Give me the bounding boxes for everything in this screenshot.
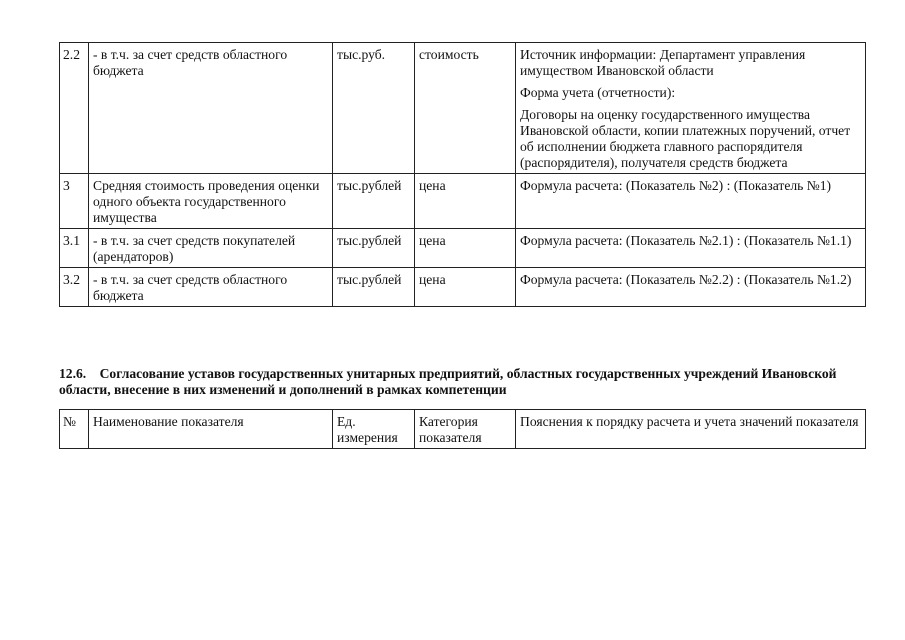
category: цена: [415, 229, 516, 268]
section-heading: [59, 366, 859, 398]
header-table: [59, 409, 866, 449]
notes-paragraph: Формула расчета: (Показатель №2.2) : (Показатель №1.2): [520, 272, 852, 287]
table-row: [60, 174, 866, 229]
row-number: 3.1: [60, 229, 89, 268]
notes: [516, 43, 866, 174]
section-title: Согласование уставов государственных унитарных предприятий, областных государственных учреждений Ивановской области, внесение в них изменений и дополнений в рамках компетенции: [59, 366, 837, 397]
table-row: [60, 43, 866, 174]
table-row: [60, 268, 866, 307]
notes-paragraph: Формула расчета: (Показатель №2.1) : (Показатель №1.1): [520, 233, 852, 248]
category: цена: [415, 174, 516, 229]
notes-paragraph: Формула расчета: (Показатель №2) : (Показатель №1): [520, 178, 832, 193]
column-header-unit: Ед. измерения: [333, 410, 415, 449]
notes-paragraph: Форма учета (отчетности):: [520, 85, 676, 100]
row-number: 3: [60, 174, 89, 229]
indicator-name: - в т.ч. за счет средств покупателей (арендаторов): [89, 229, 333, 268]
unit: тыс.рублей: [333, 174, 415, 229]
indicator-name: - в т.ч. за счет средств областного бюджета: [89, 268, 333, 307]
table-header-row: [60, 410, 866, 449]
notes: [516, 268, 866, 307]
category: стоимость: [415, 43, 516, 174]
notes: [516, 229, 866, 268]
unit: тыс.рублей: [333, 229, 415, 268]
indicator-name: Средняя стоимость проведения оценки одного объекта государственного имущества: [89, 174, 333, 229]
unit: тыс.руб.: [333, 43, 415, 174]
indicators-table: [59, 42, 866, 307]
indicator-name: - в т.ч. за счет средств областного бюджета: [89, 43, 333, 174]
column-header-name: Наименование показателя: [89, 410, 333, 449]
unit: тыс.рублей: [333, 268, 415, 307]
category: цена: [415, 268, 516, 307]
table-row: [60, 229, 866, 268]
row-number: 3.2: [60, 268, 89, 307]
column-header-category: Категория показателя: [415, 410, 516, 449]
notes-paragraph: Договоры на оценку государственного имущества Ивановской области, копии платежных поручений, отчет об исполнении бюджета главного распорядителя (распорядителя), получателя средств бюджета: [520, 107, 851, 170]
column-header-number: №: [60, 410, 89, 449]
notes: [516, 174, 866, 229]
section-number: 12.6.: [59, 366, 87, 381]
notes-paragraph: Источник информации: Департамент управления имуществом Ивановской области: [520, 47, 806, 78]
column-header-notes: Пояснения к порядку расчета и учета значений показателя: [516, 410, 866, 449]
row-number: 2.2: [60, 43, 89, 174]
